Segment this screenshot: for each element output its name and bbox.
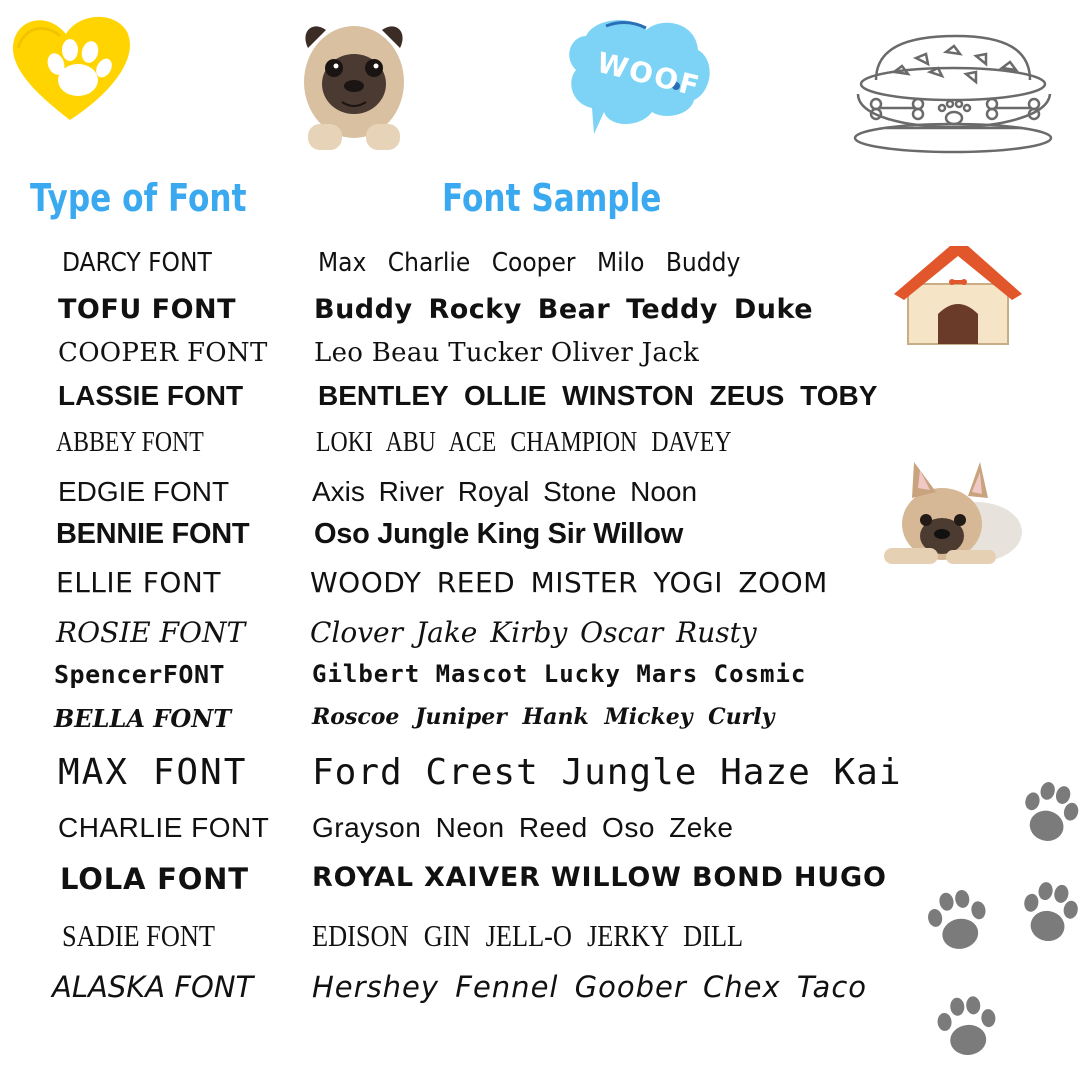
paw-print-icon bbox=[934, 990, 1000, 1062]
font-name: TOFU FONT bbox=[58, 294, 237, 325]
font-name: CHARLIE FONT bbox=[58, 812, 270, 843]
font-sample: Leo Beau Tucker Oliver Jack bbox=[314, 338, 700, 368]
font-name: BELLA FONT bbox=[54, 704, 232, 733]
font-sample: BENTLEY OLLIE WINSTON ZEUS TOBY bbox=[318, 380, 878, 411]
font-sample: ROYAL XAIVER WILLOW BOND HUGO bbox=[312, 862, 887, 893]
font-name: COOPER FONT bbox=[58, 338, 268, 368]
font-name: ABBEY FONT bbox=[56, 426, 204, 458]
font-sample: Axis River Royal Stone Noon bbox=[312, 476, 698, 507]
woof-speech-bubble bbox=[566, 16, 716, 136]
paw-print-icon bbox=[1018, 876, 1080, 948]
font-sample: EDISON GIN JELL-O JERKY DILL bbox=[312, 918, 744, 953]
header-type-of-font: Type of Font bbox=[30, 176, 247, 220]
woof-text: WOOF bbox=[593, 45, 705, 104]
font-sample: LOKI ABU ACE CHAMPION DAVEY bbox=[316, 426, 732, 458]
paw-print-icon bbox=[924, 884, 992, 958]
font-name: DARCY FONT bbox=[62, 248, 212, 278]
font-name: ALASKA FONT bbox=[52, 970, 254, 1004]
paw-print-icon bbox=[1018, 776, 1080, 850]
font-sample: Hershey Fennel Goober Chex Taco bbox=[312, 970, 868, 1004]
font-name: LOLA FONT bbox=[60, 862, 249, 896]
font-sample: Roscoe Juniper Hank Mickey Curly bbox=[312, 704, 775, 730]
font-name: EDGIE FONT bbox=[58, 476, 230, 507]
french-bulldog-illustration bbox=[884, 462, 1024, 570]
font-name: SADIE FONT bbox=[62, 918, 215, 953]
font-name: MAX FONT bbox=[58, 752, 248, 793]
font-sample: Grayson Neon Reed Oso Zeke bbox=[312, 812, 734, 843]
font-sample: Oso Jungle King Sir Willow bbox=[314, 518, 683, 550]
font-sample: Buddy Rocky Bear Teddy Duke bbox=[314, 294, 814, 325]
font-sample: Gilbert Mascot Lucky Mars Cosmic bbox=[312, 660, 807, 688]
font-name: ELLIE FONT bbox=[56, 566, 221, 599]
dog-food-bowl-icon bbox=[846, 28, 1060, 156]
paw-heart-icon bbox=[8, 8, 133, 126]
header-font-sample: Font Sample bbox=[442, 176, 662, 220]
font-name: LASSIE FONT bbox=[58, 380, 244, 411]
font-name: BENNIE FONT bbox=[56, 518, 250, 550]
font-sample: WOODY REED MISTER YOGI ZOOM bbox=[310, 566, 828, 599]
pug-puppy-illustration bbox=[298, 12, 410, 150]
font-name: ROSIE FONT bbox=[56, 616, 246, 649]
font-sample: Clover Jake Kirby Oscar Rusty bbox=[310, 616, 757, 649]
font-name: SpencerFONT bbox=[54, 660, 226, 689]
font-sample: Max Charlie Cooper Milo Buddy bbox=[318, 248, 741, 278]
font-sample: Ford Crest Jungle Haze Kai bbox=[312, 752, 902, 793]
dog-house-icon bbox=[894, 244, 1022, 346]
